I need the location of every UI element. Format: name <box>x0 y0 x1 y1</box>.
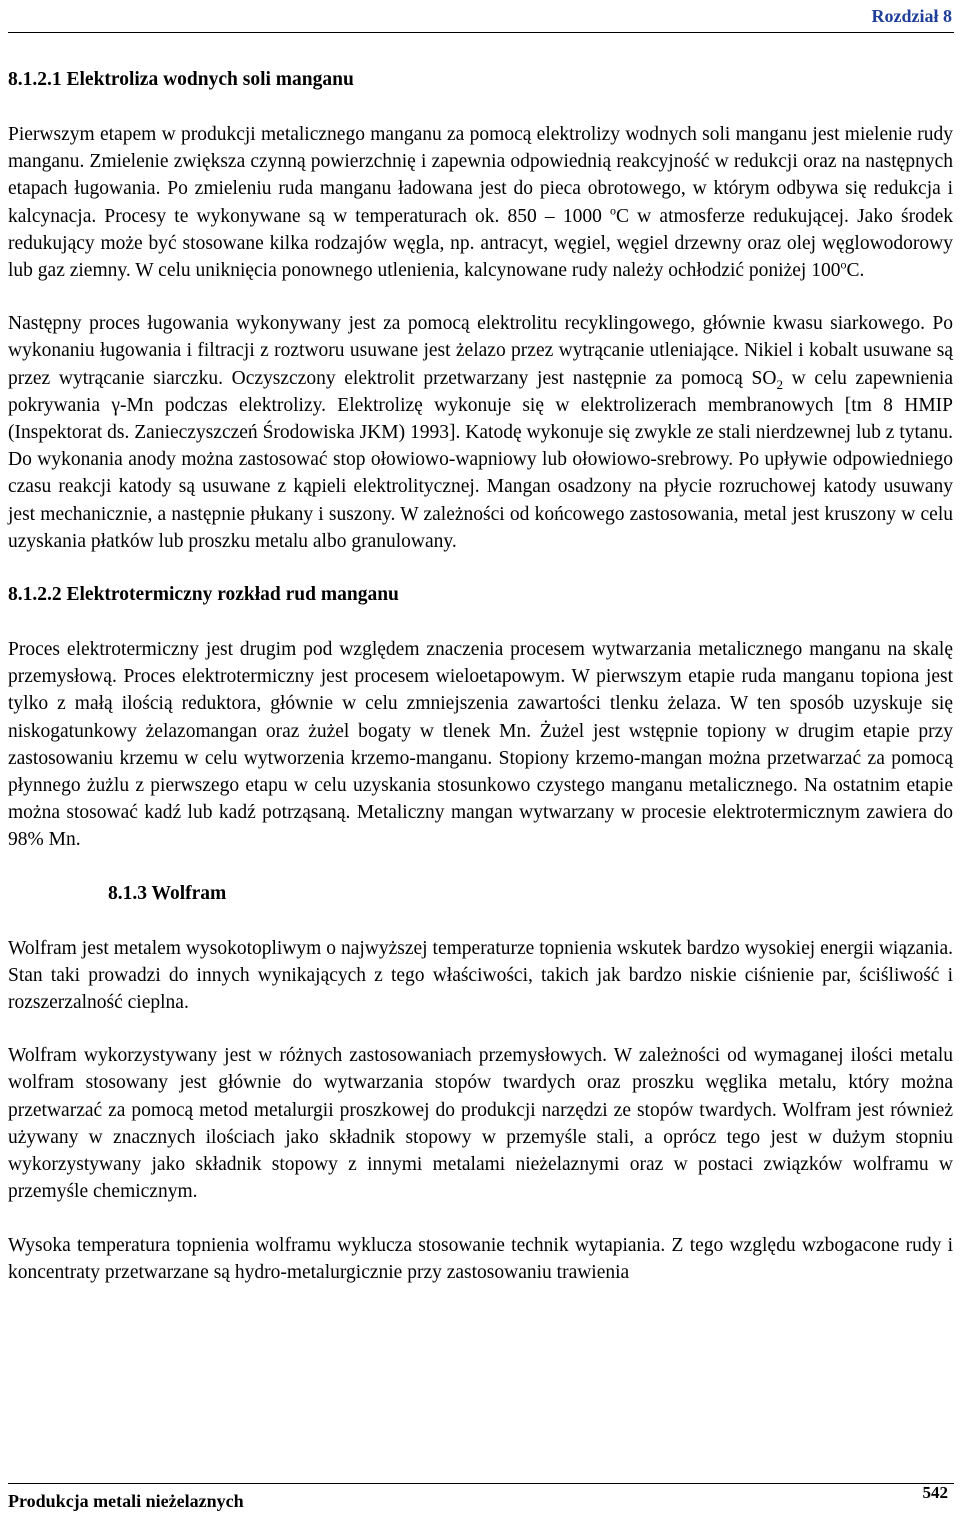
footer-rule <box>8 1483 954 1484</box>
paragraph-leaching: Następny proces ługowania wykonywany jest za pomocą elektrolitu recyklingowego, głównie kwasu siarkowego. Po wykonaniu ługowania i filtracji z roztworu usuwane jest żelazo przez wytrącanie utleniające. Nikiel i kobalt usuwane są przez wytrącanie siarczku. Oczyszczony elektrolit przetwarzany jest następnie za pomocą $SO_2$ w celu zapewnienia pokrywania γ-Mn podczas elektrolizy. Elektrolizę wykonuje się w elektrolizerach membranowych [tm 8 HMIP (Inspektorat ds. Zanieczyszczeń Środowiska JKM) 1993]. Katodę wykonuje się zwykle ze stali nierdzewnej lub z tytanu. Do wykonania anody można zastosować stop ołowiowo-wapniowy lub ołowiowo-srebrowy. Po upływie odpowiedniego czasu reakcji katody są usuwane z kąpieli elektrolitycznej. Mangan osadzony na płycie rozruchowej katody usuwany jest mechanicznie, a następnie płukany i suszony. W zależności od końcowego zastosowania, metal jest kruszony w celu uzyskania płatków lub proszku metalu albo granulowany. <box>8 313 953 552</box>
page-footer <box>8 1483 954 1519</box>
chapter-label: Rozdział 8 <box>871 6 952 26</box>
section-heading-8-1-3: 8.1.3 Wolfram <box>108 882 227 904</box>
paragraph-tungsten-processing: Wysoka temperatura topnienia wolframu wyklucza stosowanie technik wytapiania. Z tego względu wzbogacone rudy i koncentraty przetwarzane są hydro-metalurgicznie przy zastosowaniu trawienia <box>8 1234 953 1283</box>
section-heading-8-1-2-2: 8.1.2.2 Elektrotermiczny rozkład rud manganu <box>8 584 399 606</box>
header-rule <box>8 32 954 33</box>
paragraph-tungsten-applications: Wolfram wykorzystywany jest w różnych zastosowaniach przemysłowych. W zależności od wymaganej ilości metalu wolfram stosowany jest głównie do wytwarzania stopów twardych oraz proszku węglika metalu, który można przetwarzać za pomocą metod metalurgii proszkowej do produkcji narzędzi ze stopów twardych. Wolfram jest również używany w znacznych ilościach jako składnik stopowy w przemyśle stali, a oprócz tego jest w dużym stopniu wykorzystywany jako składnik stopowy z innymi metalami nieżelaznymi oraz w postaci związków wolframu w przemyśle chemicznym. <box>8 1045 953 1203</box>
section-heading-8-1-2-1: 8.1.2.1 Elektroliza wodnych soli manganu <box>8 69 354 90</box>
paragraph-electrothermal: Proces elektrotermiczny jest drugim pod względem znaczenia procesem wytwarzania metalicznego manganu na skalę przemysłową. Proces elektrotermiczny jest procesem wieloetapowym. W pierwszym etapie ruda manganu topiona jest tylko z małą ilością reduktora, głównie w celu zmniejszenia zawartości tlenku żelaza. W ten sposób uzyskuje się niskogatunkowy żelazomangan oraz żużel bogaty w tlenek Mn. Żużel jest wstępnie topiony w drugim etapie przy zastosowaniu krzemu w celu wytworzenia krzemo-manganu. Stopiony krzemo-mangan można przetwarzać za pomocą płynnego żużlu z pierwszego etapu w celu uzyskania stosunkowo czystego manganu metalicznego. Na ostatnim etapie można stosować kadź lub kadź potrząsaną. Metaliczny mangan wytwarzany w procesie elektrotermicznym zawiera do 98% Mn. <box>8 639 953 851</box>
paragraph-tungsten-properties: Wolfram jest metalem wysokotopliwym o najwyższej temperaturze topnienia wskutek bardzo wysokiej energii wiązania. Stan taki prowadzi do innych wynikających z tego właściwości, takich jak bardzo niskie ciśnienie par, ściśliwość i rozszerzalność cieplna. <box>8 937 953 1014</box>
page-body <box>8 66 953 1286</box>
footer-title: Produkcja metali nieżelaznych <box>8 1491 244 1511</box>
paragraph-electrolysis-intro: Pierwszym etapem w produkcji metalicznego manganu za pomocą elektrolizy wodnych soli manganu jest mielenie rudy manganu. Zmielenie zwiększa czynną powierzchnię i zapewnia odpowiednią reakcyjność w redukcji oraz na następnych etapach ługowania. Po zmieleniu ruda manganu ładowana jest do pieca obrotowego, w którym odbywa się redukcja i kalcynacja. Procesy te wykonywane są w temperaturach ok. 850 – 1000 $^o$C w atmosferze redukującej. Jako środek redukujący może być stosowane kilka rodzajów węgla, np. antracyt, węgiel, węgiel drzewny oraz olej węglowodorowy lub gaz ziemny. W celu uniknięcia ponownego utlenienia, kalcynowane rudy należy ochłodzić poniżej 100$^o$C. <box>8 124 953 282</box>
page-number: 542 <box>922 1483 948 1502</box>
